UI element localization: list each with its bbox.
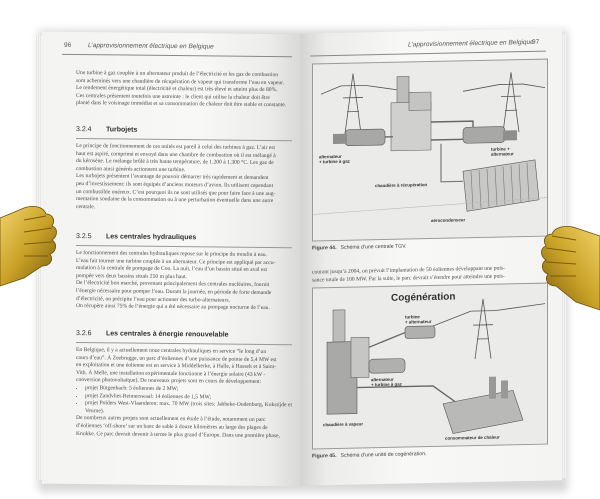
section-body-renewable: En Belgique, il y a actuellement onze centrales hydrauliques en service “le long d’un cours d’eau”. À Zeebrugge, un parc d’éoliennes d’une puissance de pointe de 5,4 MW est en exploitation et une éolienne est en service à Middelkerke, à Halle, à Hasselt et à Saint- Vith. À Melle, une installation expérimentale fonctionne à l’énergie solaire (43 kW - conversion photovoltaïque). De nouveaux projets sont en cours de développement: • projet Bütgenbach: 5 éoliennes de 2 MW; • projet Zandvliet-Reimerswaal: 14 éoliennes de 1,5 MW; • projet Polders West-Vlaanderen: max. 70 MW (trois sites: Jabbeke-Oudenburg, Kokstijde et Veurne). De nombreux autres projets sont actuellement en étude à l’étude, notamment un parc d’éoliennes ‘off-shore’ sur un banc de sable à douze kilomètres au large des plages de Knokke. Ce parc devrait devenir à terme le plus grand d’Europe. Dans une première phase,: [76, 347, 292, 440]
section-heading-turbojets: 3.2.4 Turbojets: [76, 126, 138, 134]
left-running-head: L’approvisionnement électrique en Belgique: [88, 42, 214, 51]
label-air-condenser: aérocondenseur: [431, 217, 466, 223]
list-item: • projet Polders West-Vlaanderen: max. 70 MW (trois sites: Jabbeke-Oudenburg, Kokstijde et Veurne).: [85, 400, 292, 417]
section-body-turbojets: Le principe de fonctionnement de ces unités est pareil à celui des turbines à gaz. L’air est haut est aspiré, comprimé et envoyé dans une chambre de combustion où il est mélangé à du kérosène. Le mélange brûlé à très haute température, de 1.200 à 1.300 °C. Les gaz de combustion ainsi générés actionnent une turbine. Les turbojets présentent l’avantage de pouvoir démarrer très rapidement et demandent peu d’investissement: ils sont équipés d’anciens moteurs d’avion. Ils utilisent cependant un combustible onéreux. C’est pourquoi ils ne sont utilisés que pour faire face à une aug- mentation soudaine de la consommation ou à une perturbation éventuelle dans une autre centrale.: [76, 143, 276, 210]
label-alternator-gas-turbine: alternateur + turbine à gaz: [319, 153, 350, 165]
intro-paragraph: Une turbine à gaz couplée à un alternateur produit de l’électricité et les gaz de combustion sont acheminés vers une chaudière de récupération de vapeur qui transforme l’eau en vapeur. Le rendement énergétique total (électricité et chaleur) est très élevé et atteint plus de 80%. Ces centrales présentent toutefois une astreinte : le client qui utilise la chaleur doit être planté dans le voisinage immédiat et sa consommation de chaleur doit être stable et constante.: [76, 70, 287, 109]
label-heat-consumer: consommateur de chaleur: [445, 434, 500, 441]
continuation-paragraph: courant jusqu’à 2004, on prévoit l’implantation de 50 éoliennes développant une puis- sance totale de 100 MW. Par la suite, le parc devrait s’étendre pour atteindre une puis-: [312, 265, 505, 284]
left-page: [42, 32, 300, 487]
right-head-rule: [310, 51, 546, 57]
left-gold-hand: [0, 200, 62, 296]
right-running-head: L’approvisionnement électrique en Belgique: [408, 38, 534, 49]
label-steam-turbine: turbine + alternateur: [491, 146, 514, 157]
figure-44-caption: Figure 44. Schéma d’une centrale TGV.: [312, 243, 407, 252]
section-body-hydro: Le fonctionnement des centrales hydrauliques repose sur le principe du moulin à eau. L’eau fait tourner une turbine couplée à un alternateur. Ce principe est appliqué par accu- mulation à la centrale de pompage de Coo. La nuit, l’eau d’un bassin situé en aval est pompée vers deux bassins situés 250 m plus haut. De l’électricité bon marché, provenant principalement des centrales nucléaires, fournit l’énergie nécessaire pour pomper l’eau. Durant la journée, en période de forte demande d’électricité, on précipite l’eau pour actionner des turbo-alternateurs. On récupère ainsi 75% de l’énergie qui a été nécessaire au pompage nocturne de l’eau.: [76, 250, 276, 312]
left-head-rule: [62, 54, 292, 57]
list-item: • projet Bütgenbach: 5 éoliennes de 2 MW;: [85, 385, 292, 395]
section-rule: [76, 138, 292, 141]
label-turbine-alternator: turbine + alternateur: [405, 314, 432, 325]
label-alternator-gas-turbine: alternateur + turbine à gaz: [371, 376, 402, 388]
section-heading-hydro: 3.2.5 Les centrales hydrauliques: [76, 233, 197, 242]
list-item: • projet Zandvliet-Reimerswaal: 14 éoliennes de 1,5 MW;: [85, 393, 292, 403]
label-recovery-boiler: chaudière à récupération: [375, 182, 428, 189]
left-page-number: 96: [64, 41, 72, 49]
section-heading-renewable: 3.2.6 Les centrales à énergie renouvelable: [76, 330, 229, 339]
figure-45-title: Cogénération: [391, 291, 456, 304]
figure-44-tgv-diagram: [312, 59, 548, 242]
right-page: [300, 28, 562, 485]
section-rule: [76, 245, 292, 248]
right-page-number: 97: [532, 38, 540, 46]
label-steam-boiler: chaudière à vapeur: [323, 421, 364, 428]
project-list: [76, 385, 292, 418]
right-gold-hand: [536, 222, 600, 322]
figure-45-cogeneration-diagram: [312, 283, 548, 450]
figure-45-caption: Figure 45. Schéma d’une unité de cogénération.: [312, 451, 427, 460]
section-rule: [76, 342, 292, 345]
